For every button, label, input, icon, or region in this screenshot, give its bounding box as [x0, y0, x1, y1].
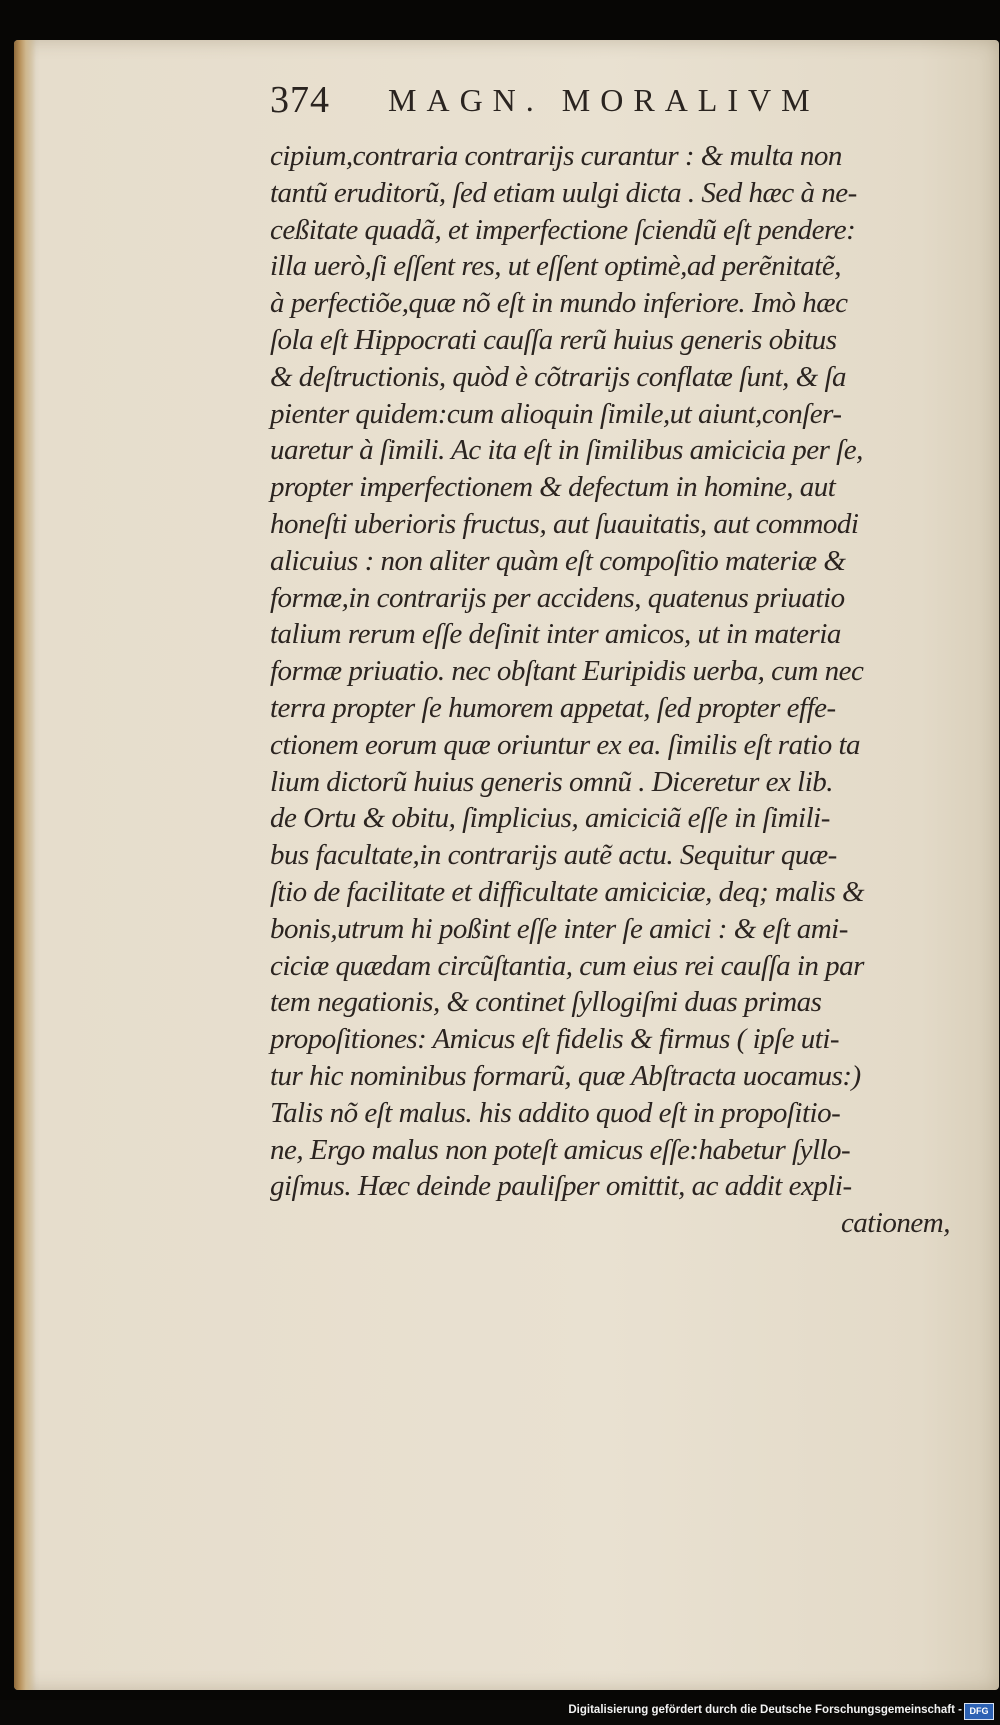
text-line: formæ priuatio. nec obſtant Euripidis uerba, cum nec	[270, 655, 864, 688]
text-line: tantũ eruditorũ, ſed etiam uulgi dicta . Sed hæc à ne-	[270, 176, 857, 209]
text-line: de Ortu & obitu, ſimplicius, amiciciã eſſe in ſimili-	[270, 802, 830, 835]
page-number: 374	[270, 79, 330, 121]
running-head: MAGN. MORALIVM	[388, 82, 820, 118]
text-line: ceßitate quadã, et imperfectione ſciendũ eſt pendere:	[270, 213, 856, 246]
dfg-logo: DFG	[964, 1703, 994, 1720]
text-line: illa uerò,ſi eſſent res, ut eſſent optimè,ad perẽnitatẽ,	[270, 250, 841, 283]
text-line: talium rerum eſſe deſinit inter amicos, ut in materia	[270, 618, 841, 651]
text-line: ne, Ergo malus non poteſt amicus eſſe:habetur ſyllo-	[270, 1133, 851, 1166]
text-line: ſola eſt Hippocrati cauſſa rerũ huius generis obitus	[270, 323, 837, 356]
text-line: à perfectiõe,quæ nõ eſt in mundo inferiore. Imò hæc	[270, 287, 848, 320]
text-line: alicuius : non aliter quàm eſt compoſitio materiæ &	[270, 544, 846, 577]
text-line: propter imperfectionem & defectum in homine, aut	[270, 471, 836, 504]
text-line: Talis nõ eſt malus. his addito quod eſt in propoſitio-	[270, 1096, 841, 1129]
text-line: & deſtructionis, quòd è cõtrarijs conflatæ ſunt, & ſa	[270, 360, 847, 393]
text-line: bonis,utrum hi poßint eſſe inter ſe amici : & eſt ami-	[270, 912, 848, 945]
page-gutter-edge	[14, 40, 36, 1690]
text-line: ſtio de facilitate et difficultate amiciciæ, deq; malis &	[270, 875, 865, 908]
text-line: ciciæ quædam circũſtantia, cum eius rei cauſſa in par	[270, 949, 864, 982]
text-line: formæ,in contrarijs per accidens, quatenus priuatio	[270, 581, 845, 614]
text-block	[270, 138, 950, 1242]
text-line: terra propter ſe humorem appetat, ſed propter effe-	[270, 691, 836, 724]
text-line: uaretur à ſimili. Ac ita eſt in ſimilibus amicicia per ſe,	[270, 434, 863, 467]
text-line: honeſti uberioris fructus, aut ſuauitatis, aut commodi	[270, 507, 859, 540]
text-line: bus facultate,in contrarijs autẽ actu. Sequitur quæ-	[270, 839, 837, 872]
text-line: tem negationis, & continet ſyllogiſmi duas primas	[270, 986, 822, 1019]
funding-credit: Digitalisierung gefördert durch die Deutsche Forschungsgemeinschaft -	[568, 1704, 962, 1716]
text-line: pienter quidem:cum alioquin ſimile,ut aiunt,conſer-	[270, 397, 842, 430]
text-line: tur hic nominibus formarũ, quæ Abſtracta uocamus:)	[270, 1059, 861, 1092]
text-line: giſmus. Hæc deinde pauliſper omittit, ac addit expli-	[270, 1170, 852, 1203]
text-line: lium dictorũ huius generis omnũ . Diceretur ex lib.	[270, 765, 834, 798]
text-line: ctionem eorum quæ oriuntur ex ea. ſimilis eſt ratio ta	[270, 728, 861, 761]
text-line: cipium,contraria contrarijs curantur : & multa non	[270, 140, 842, 172]
catchword: cationem,	[840, 1207, 950, 1240]
text-line: propoſitiones: Amicus eſt fidelis & firmus ( ipſe uti-	[270, 1023, 840, 1056]
page-header	[270, 78, 910, 130]
